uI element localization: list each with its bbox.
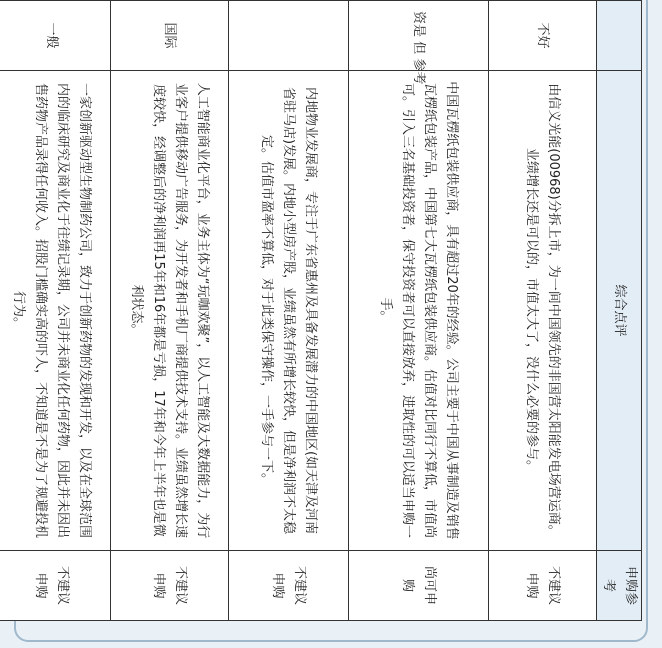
cutoff-cell-2	[349, 1, 489, 85]
cutoff-cell-2b: 但	[411, 41, 427, 55]
advice-cell-1: 不建议申购	[489, 551, 597, 621]
advice-cell-5: 不建议申购	[0, 551, 111, 621]
comment-cell-4: 人工智能商业化平台，业务主体为“玩咖欢聚”，以人工智能及大数据能力，为行业客户提供移动广告服务，为开发者和手机厂商提供技术支持。业绩虽然增长速度较快，经调整后的净利润再15年和16年都是亏损，17年和今年上半年也是微利状态。	[111, 71, 229, 551]
comment-cell-2: 中国瓦楞纸包装供应商，具有超过20年的经验。公司主要于中国从事制造及销售瓦楞纸包装产品，中国第七大瓦楞纸包装供应商。估值对比同行不算低，市值尚可。引入三名基础投资者，保守投资者可以直接放弃，进取性的可以适当申购一手。	[349, 71, 489, 551]
header-summary: 综合点评	[597, 71, 642, 551]
table-row	[489, 1, 597, 621]
table-row	[229, 1, 349, 621]
table-row	[349, 1, 489, 621]
cutoff-cell-3	[229, 1, 349, 71]
cutoff-cell-2a: 资是	[411, 11, 427, 38]
advice-cell-4: 不建议申购	[111, 551, 229, 621]
header-cutoff-cell	[597, 1, 642, 71]
comment-cell-1: 由信义光能(00968)分拆上市，为一间中国领先的非国营太阳能发电场营运商。业绩增长还是可以的，市值太大了，没什么必要的参与。	[489, 71, 597, 551]
comment-cell-5: 一家创新驱动型生物制药公司，致力于创新药物的发现和开发，以及在全球范围内的临床研究及商业化于往绩记录期，公司并未商业化任何药物，因此并未因出售药物产品录得任何收入。招股门槛确实高的吓人，不知道是不是为了规避投机行为。	[0, 71, 111, 551]
header-advice: 申购参考	[597, 551, 642, 621]
cutoff-cell-1: 不好	[489, 1, 597, 71]
advice-cell-2: 尚可申购	[349, 551, 489, 621]
table-row	[0, 1, 111, 621]
comment-cell-3: 内地物业发展商，专注于广东省惠州及具备发展潜力的中国地区(如天津及河南省驻马店)发展。内地小型房产股，业绩虽然有所增长较快，但是净利润不太稳定。估值市盈率不算低，对于此类保守操作，一手参与一下。	[229, 71, 349, 551]
cutoff-cell-2c: 参考	[411, 58, 427, 85]
advice-cell-3: 不建议申购	[229, 551, 349, 621]
table-row	[111, 1, 229, 621]
cutoff-cell-5: 一般	[0, 1, 111, 71]
cutoff-cell-4: 国际	[111, 1, 229, 71]
table-header-row	[597, 1, 642, 621]
